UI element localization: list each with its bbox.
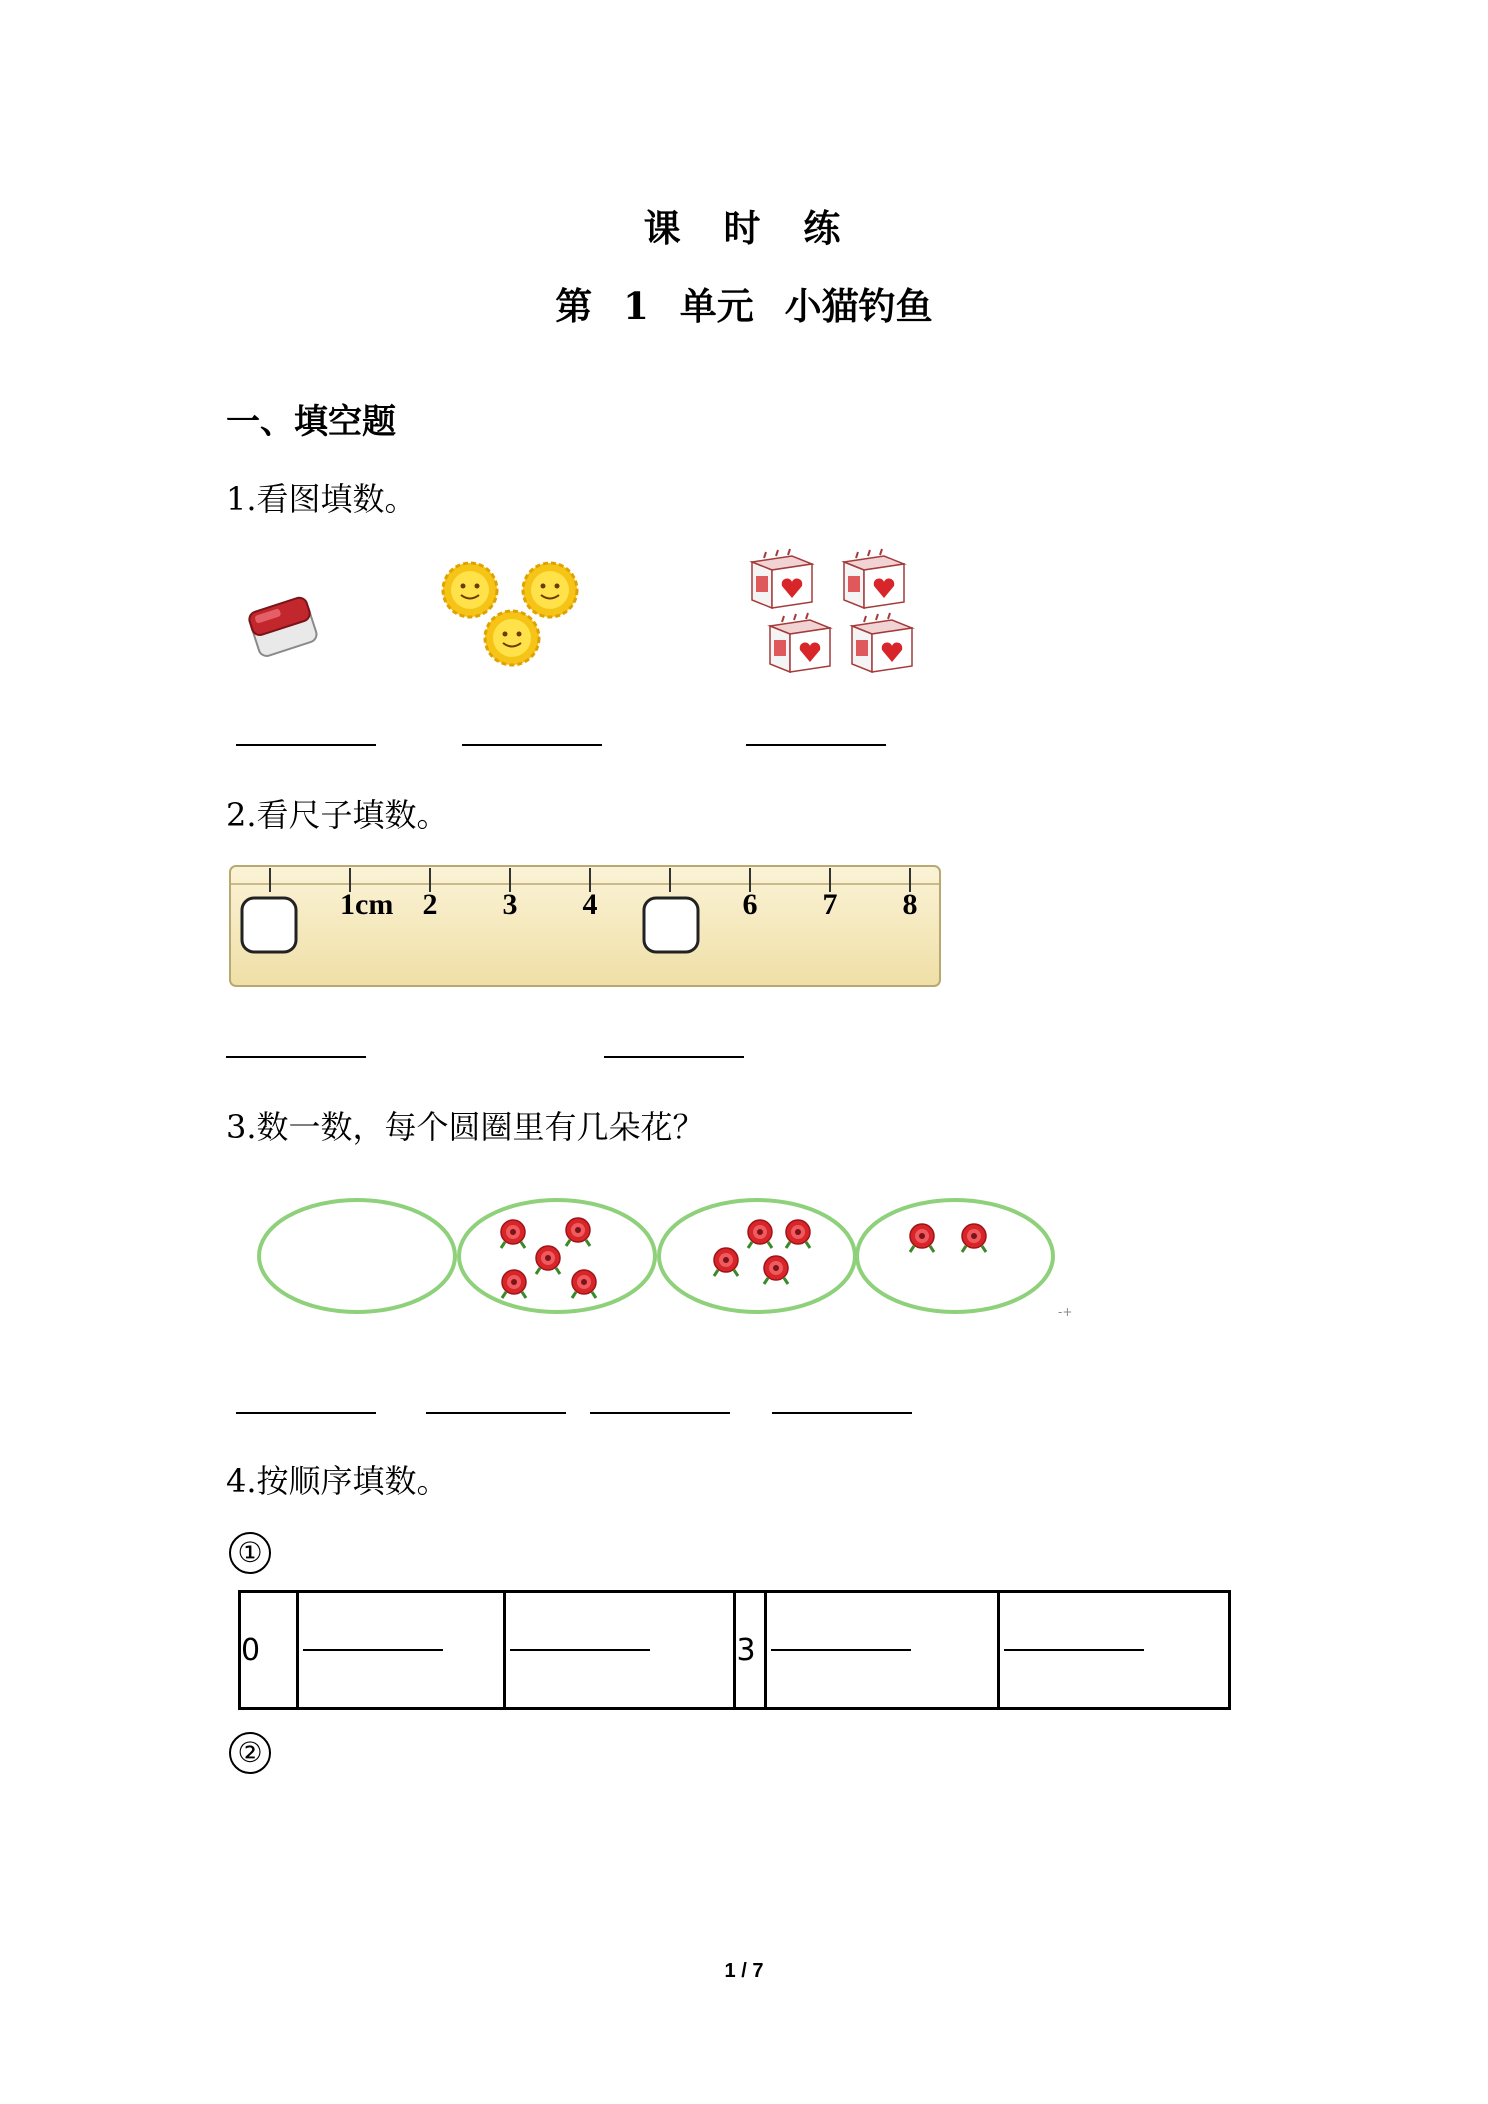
answer-blank[interactable] (604, 1056, 744, 1058)
svg-text:-+: -+ (1058, 1305, 1073, 1319)
sequence-cell[interactable] (766, 1592, 999, 1709)
flower-icon (962, 1224, 986, 1252)
given-number: 0 (241, 1632, 261, 1668)
flower-icon (748, 1220, 772, 1248)
circle-2-flowers (857, 1200, 1053, 1312)
page-number: 1 / 7 (724, 1960, 764, 1982)
sun-icon (485, 611, 539, 665)
part-1-marker: ① (229, 1532, 271, 1574)
flower-icon (764, 1256, 788, 1284)
sequence-cell[interactable] (999, 1592, 1230, 1709)
gift-box-group (742, 548, 942, 680)
flower-icon (502, 1270, 526, 1298)
circle-4-flowers (659, 1200, 855, 1312)
flower-icon (566, 1218, 590, 1246)
sequence-cell (735, 1592, 766, 1709)
ruler-label: 2 (422, 888, 438, 921)
question-3-prompt: 3.数一数，每个圆圈里有几朵花？ (226, 1108, 705, 1146)
question-1-prompt: 1.看图填数。 (226, 480, 417, 518)
flower-icon (536, 1246, 560, 1274)
unit-subtitle: 第 1 单元 小猫钓鱼 (555, 284, 933, 328)
section-heading: 一、填空题 (226, 402, 396, 442)
page-title: 课 时 练 (643, 206, 845, 250)
answer-blank[interactable] (590, 1412, 730, 1414)
flower-icon (572, 1270, 596, 1298)
ruler (228, 862, 948, 994)
answer-blank[interactable] (462, 744, 602, 746)
flower-icon (501, 1220, 525, 1248)
flower-icon (910, 1224, 934, 1252)
eraser-icon (240, 584, 324, 664)
ruler-label: 6 (742, 888, 758, 921)
sun-icon (523, 563, 577, 617)
part-2-marker: ② (229, 1732, 271, 1774)
gift-box-icon (852, 613, 912, 672)
number-sequence-table (238, 1590, 1231, 1710)
ruler-label: 3 (502, 888, 518, 921)
answer-blank[interactable] (771, 1649, 911, 1651)
answer-blank[interactable] (772, 1412, 912, 1414)
given-number: 3 (736, 1632, 756, 1668)
flower-icon (714, 1248, 738, 1276)
question-4-prompt: 4.按顺序填数。 (226, 1462, 449, 1500)
question-2-prompt: 2.看尺子填数。 (226, 796, 449, 834)
sequence-cell (240, 1592, 298, 1709)
flower-circles (250, 1192, 1090, 1322)
gift-box-icon (844, 549, 904, 608)
answer-blank[interactable] (426, 1412, 566, 1414)
empty-circle (259, 1200, 455, 1312)
sun-group (430, 556, 590, 672)
answer-blank[interactable] (236, 744, 376, 746)
ruler-label: 1cm (340, 888, 394, 921)
answer-blank[interactable] (746, 744, 886, 746)
ruler-label: 4 (582, 888, 598, 921)
answer-blank[interactable] (510, 1649, 650, 1651)
sun-icon (443, 563, 497, 617)
flower-icon (786, 1220, 810, 1248)
ruler-blank-box[interactable] (242, 898, 296, 952)
answer-blank[interactable] (236, 1412, 376, 1414)
sequence-cell[interactable] (297, 1592, 504, 1709)
answer-blank[interactable] (303, 1649, 443, 1651)
ruler-blank-box[interactable] (644, 898, 698, 952)
ruler-label: 7 (822, 888, 838, 921)
answer-blank[interactable] (226, 1056, 366, 1058)
gift-box-icon (770, 613, 830, 672)
gift-box-icon (752, 549, 812, 608)
answer-blank[interactable] (1004, 1649, 1144, 1651)
sequence-cell[interactable] (504, 1592, 735, 1709)
ruler-label: 8 (902, 888, 918, 921)
